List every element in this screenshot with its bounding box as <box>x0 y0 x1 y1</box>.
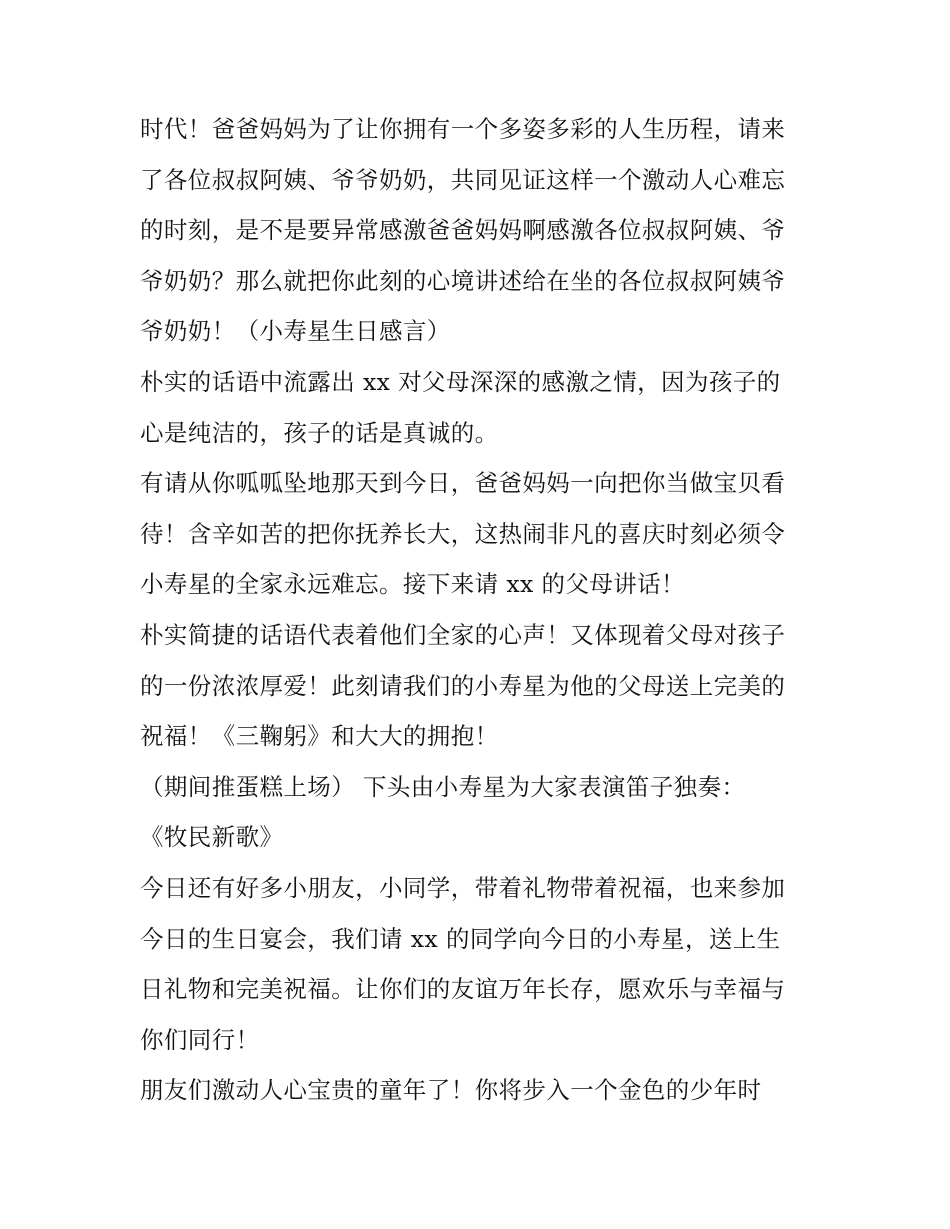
text-line: 的时刻，是不是要异常感激爸爸妈妈啊感激各位叔叔阿姨、爷 <box>140 216 786 245</box>
text-line: 了各位叔叔阿姨、爷爷奶奶，共同见证这样一个激动人心难忘 <box>140 165 786 194</box>
text-line: 朴实的话语中流露出 xx 对父母深深的感激之情，因为孩子的 <box>140 367 781 396</box>
text-line: （期间推蛋糕上场） 下头由小寿星为大家表演笛子独奏： <box>140 772 746 801</box>
text-line: 心是纯洁的，孩子的话是真诚的。 <box>140 418 499 447</box>
text-line: 爷奶奶？那么就把你此刻的心境讲述给在坐的各位叔叔阿姨爷 <box>140 266 786 295</box>
text-line: 时代！爸爸妈妈为了让你拥有一个多姿多彩的人生历程，请来 <box>140 115 786 143</box>
text-line: 今日的生日宴会，我们请 xx 的同学向今日的小寿星，送上生 <box>140 924 781 953</box>
text-line: 你们同行！ <box>140 1025 260 1054</box>
text-line: 《牧民新歌》 <box>140 823 284 852</box>
text-line: 日礼物和完美祝福。让你们的友谊万年长存，愿欢乐与幸福与 <box>140 975 786 1004</box>
text-line: 朋友们激动人心宝贵的童年了！你将步入一个金色的少年时 <box>140 1076 762 1105</box>
text-line: 祝福！《三鞠躬》和大大的拥抱！ <box>140 722 499 751</box>
text-line: 小寿星的全家永远难忘。接下来请 xx 的父母讲话！ <box>140 570 685 599</box>
text-line: 朴实简捷的话语代表着他们全家的心声！又体现着父母对孩子 <box>140 620 786 649</box>
body-text <box>140 104 820 1116</box>
text-line: 有请从你呱呱坠地那天到今日，爸爸妈妈一向把你当做宝贝看 <box>140 469 786 498</box>
text-line: 的一份浓浓厚爱！此刻请我们的小寿星为他的父母送上完美的 <box>140 671 786 700</box>
text-line: 待！含辛如苦的把你抚养长大，这热闹非凡的喜庆时刻必须令 <box>140 519 786 548</box>
text-line: 爷奶奶！（小寿星生日感言） <box>140 317 451 346</box>
text-line: 今日还有好多小朋友，小同学，带着礼物带着祝福，也来参加 <box>140 873 786 902</box>
